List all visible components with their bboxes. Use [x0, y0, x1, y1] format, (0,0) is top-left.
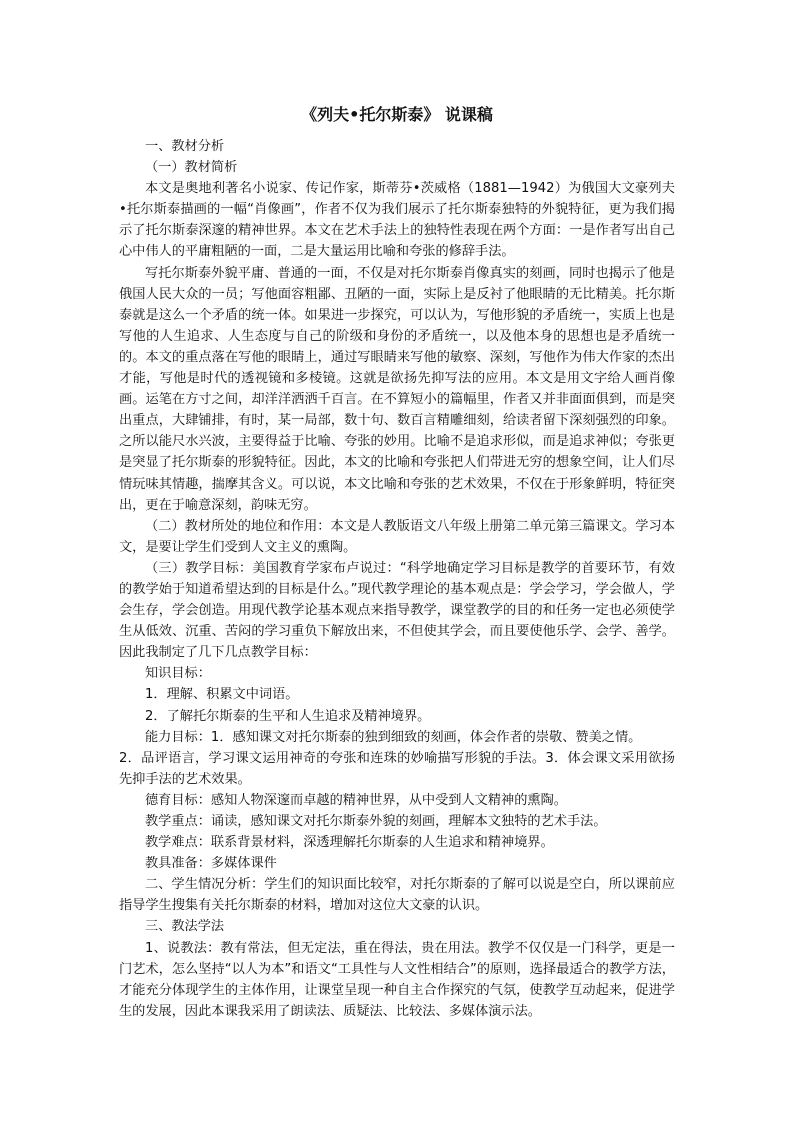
document-page	[119, 104, 675, 1022]
teaching-tools: 教具准备：多媒体课件	[145, 856, 277, 872]
teaching-focus: 教学重点：诵读，感知课文对托尔斯泰外貌的刻画，理解本文独特的艺术手法。	[145, 814, 607, 829]
paragraph-objectives: （三）教学目标：美国教育学家布卢说过：“科学地确定学习目标是教学的首要环节，有效的教学始于知道希望达到的目标是什么。”现代教学理论的基本观点是：学会学习，学会做人，学会生存，学会创造。用现代教学论基本观点来指导教学，课堂教学的目的和任务一定也必须使学生从低效、沉重、苦闷的学习重负下解放出来，不但使其学会，而且要使他乐学、会学、善学。因此我制定了几下几点教学目标：	[119, 560, 675, 661]
heading-subsection-1: （一）教材简析	[145, 160, 238, 176]
paragraph-position: （二）教材所处的地位和作用：本文是人教版语文八年级上册第二单元第三篇课文。学习本文，是要让学生们受到人文主义的熏陶。	[119, 518, 675, 555]
paragraph-intro: 本文是奥地利著名小说家、传记作家，斯蒂芬•茨威格（1881—1942）为俄国大文豪列夫•托尔斯泰描画的一幅“肖像画”，作者不仅为我们展示了托尔斯泰独特的外貌特征，更为我们揭示了托尔斯泰深邃的精神世界。本文在艺术手法上的独特性表现在两个方面：一是作者写出自己心中伟人的平庸粗陋的一面，二是大量运用比喻和夸张的修辞手法。	[119, 181, 675, 260]
student-analysis: 二、学生情况分析：学生们的知识面比较窄，对托尔斯泰的了解可以说是空白，所以课前应指导学生搜集有关托尔斯泰的材料，增加对这位大文豪的认识。	[119, 877, 675, 914]
ability-goal: 能力目标：1．感知课文对托尔斯泰的独到细致的刻画，体会作者的崇敬、赞美之情。	[145, 729, 642, 745]
heading-section-1: 一、教材分析	[145, 139, 225, 154]
knowledge-goal-label: 知识目标：	[145, 666, 211, 682]
teaching-method: 1、说教法：教有常法，但无定法，重在得法，贵在用法。教学不仅仅是一门科学，更是一门艺术，怎么坚持“以人为本”和语文“工具性与人文性相结合”的原则，选择最适合的教学方法，才能充分体现学生的主体作用，让课堂呈现一种自主合作探究的气氛，使教学互动起来，促进学生的发展，因此本课我采用了朗读法、质疑法、比较法、多媒体演示法。	[119, 940, 675, 1019]
heading-section-3: 三、教法学法	[145, 919, 225, 935]
knowledge-goal-1: 1．理解、积累文中词语。	[145, 687, 299, 703]
paragraph-analysis: 写托尔斯泰外貌平庸、普通的一面，不仅是对托尔斯泰肖像真实的刻画，同时也揭示了他是俄国人民大众的一员；写他面容粗鄙、丑陋的一面，实际上是反衬了他眼睛的无比精美。托尔斯泰就是这么一个矛盾的统一体。如果进一步探究，可以认为，写他形貌的矛盾统一，实质上也是写他的人生追求、人生态度与自己的阶级和身份的矛盾统一，以及他本身的思想也是矛盾统一的。本文的重点落在写他的眼睛上，通过写眼睛来写他的敏察、深刻，写他作为伟大作家的杰出才能，写他是时代的透视镜和多棱镜。这就是欲扬先抑写法的应用。本文是用文字给人画肖像画。运笔在方寸之间，却洋洋洒洒千百言。在不算短小的篇幅里，作者又并非面面俱到，而是突出重点，大肆铺排，有时，某一局部，数十句、数百言精雕细刻，给读者留下深刻强烈的印象。之所以能尺水兴波，主要得益于比喻、夸张的妙用。比喻不是追求形似，而是追求神似；夸张更是突显了托尔斯泰的形貌特征。因此，本文的比喻和夸张把人们带进无穷的想象空间，让人们尽情玩味其情趣，揣摩其含义。可以说，本文比喻和夸张的艺术效果，不仅在于形象鲜明，特征突出，更在于喻意深刻，韵味无穷。	[119, 265, 675, 513]
teaching-difficulty: 教学难点：联系背景材料，深透理解托尔斯泰的人生追求和精神境界。	[145, 835, 554, 851]
document-title: 《列夫•托尔斯泰》 说课稿	[301, 105, 493, 124]
ability-goal-continued: 2．品评语言，学习课文运用神奇的夸张和连珠的妙喻描写形貌的手法。3．体会课文采用欲扬先抑手法的艺术效果。	[119, 750, 675, 787]
moral-goal: 德育目标：感知人物深邃而卓越的精神世界，从中受到人文精神的熏陶。	[145, 792, 567, 808]
knowledge-goal-2: 2．了解托尔斯泰的生平和人生追求及精神境界。	[145, 708, 431, 724]
